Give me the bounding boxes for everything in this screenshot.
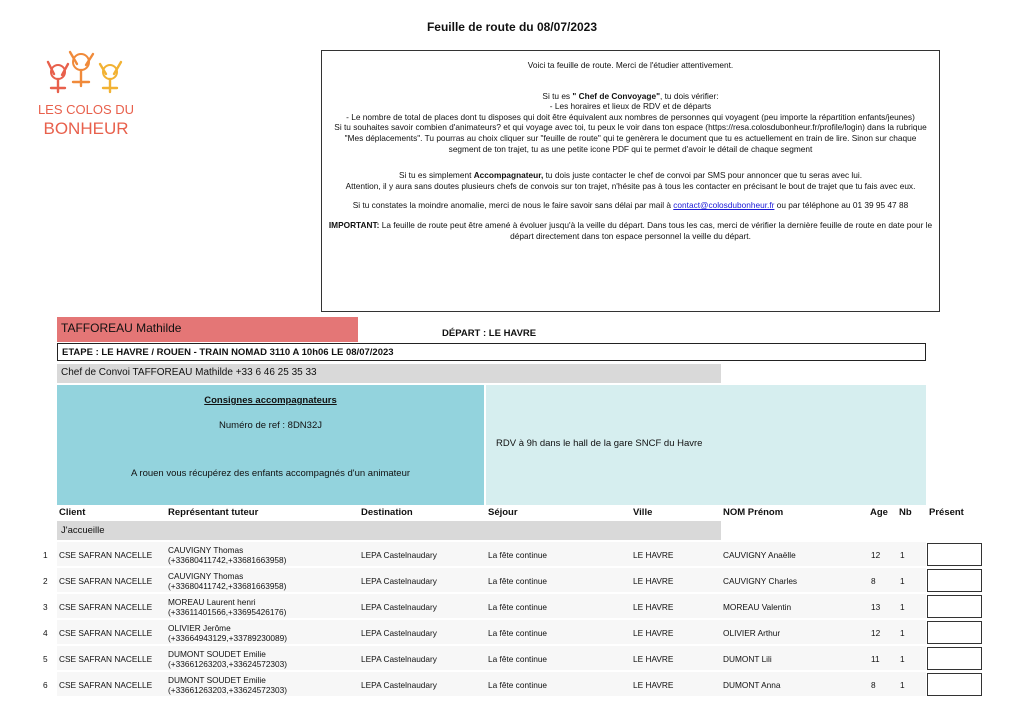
instructions-box [321,50,940,312]
ville-cell: LE HAVRE [633,550,674,560]
sejour-cell: La fête continue [488,550,548,560]
column-header: Présent [929,507,964,518]
etape-label: ETAPE : LE HAVRE / ROUEN - TRAIN NOMAD 3110 A 10h06 LE 08/07/2023 [57,343,926,361]
depart-label: DÉPART : LE HAVRE [442,328,537,339]
nom-cell: DUMONT Lili [723,654,772,664]
ville-cell: LE HAVRE [633,602,674,612]
important-text: IMPORTANT: La feuille de route peut être amené à évoluer jusqu'à la veille du départ. Dans tous les cas, merci de vérifier la dernière feuille de route en date pour le départ directement dans ton espace personnel la veille du départ. [328,219,933,241]
table-row [0,542,1024,568]
tuteur-cell: CAUVIGNY Thomas (+33680411742,+33681663958) [168,545,287,565]
nom-cell: CAUVIGNY Charles [723,576,798,586]
client-cell: CSE SAFRAN NACELLE [59,654,153,664]
column-header: Destination [361,507,413,518]
client-cell: CSE SAFRAN NACELLE [59,576,153,586]
client-cell: CSE SAFRAN NACELLE [59,680,153,690]
present-checkbox[interactable] [927,543,982,566]
client-cell: CSE SAFRAN NACELLE [59,602,153,612]
tuteur-cell: DUMONT SOUDET Emilie (+33661263203,+33624572303) [168,675,288,695]
column-header: NOM Prénom [723,507,784,518]
nb-cell: 1 [900,602,905,612]
anomaly-text: Si tu constates la moindre anomalie, merci de nous le faire savoir sans délai par mail à contact@colosdubonheur.fr ou par téléphone au 01 39 95 47 88 [352,200,909,211]
age-cell: 8 [871,680,876,690]
column-header: Ville [633,507,653,518]
table-row [0,620,1024,646]
tuteur-cell: DUMONT SOUDET Emilie (+33661263203,+33624572303) [168,649,288,669]
row-number: 2 [43,576,48,586]
howmany-text: Si tu souhaites savoir combien d'animateurs? et qui voyage avec toi, tu peux le voir dans ton espace (https://resa.colosdubonheur.fr/profile/login) dans la rubrique "Mes déplacements". Tu pourras au choix cliquer sur "feuille de route" qui te genèrera le document que tu es actuellement en train de lire. Sinon sur chaque segment de ton trajet, tu as une petite icone PDF qui te permet d'avoir le détail de chaque segment [334,122,927,154]
column-header: Client [59,507,86,518]
ville-cell: LE HAVRE [633,654,674,664]
table-row [0,594,1024,620]
row-number: 4 [43,628,48,638]
attention-text: Attention, il y aura sans doutes plusieurs chefs de convois sur ton trajet, n'hésite pas à tous les contacter en précisant le bout de trajet que tu fais avec eux. [345,180,916,191]
check-item: - Les horaires et lieux de RDV et de départs [549,101,712,112]
ville-cell: LE HAVRE [633,576,674,586]
ville-cell: LE HAVRE [633,680,674,690]
chef-convoi-bar: Chef de Convoi TAFFOREAU Mathilde +33 6 46 25 35 33 [57,364,721,383]
destination-cell: LEPA Castelnaudary [361,602,437,612]
row-number: 5 [43,654,48,664]
nom-cell: MOREAU Valentin [723,602,792,612]
page-title: Feuille de route du 08/07/2023 [426,20,598,34]
group-label: J'accueille [57,521,721,540]
present-checkbox[interactable] [927,621,982,644]
table-row [0,646,1024,672]
check-item: - Le nombre de total de places dont tu disposes qui doit être équivalent aux nombres de personnes qui voyagent (peu importe la répartition enfants/jeunes) [346,111,915,122]
children-logo-icon [36,48,136,144]
nb-cell: 1 [900,628,905,638]
logo-text-top: LES COLOS DU [37,102,135,117]
rdv-panel [486,385,926,505]
logo-text-bottom: BONHEUR [43,119,129,138]
sejour-cell: La fête continue [488,576,548,586]
row-number: 6 [43,680,48,690]
row-number: 1 [43,550,48,560]
sejour-cell: La fête continue [488,628,548,638]
table-row [0,568,1024,594]
table-row [0,672,1024,698]
rdv-text: RDV à 9h dans le hall de la gare SNCF du Havre [496,438,703,449]
sejour-cell: La fête continue [488,602,548,612]
sejour-cell: La fête continue [488,680,548,690]
row-number: 3 [43,602,48,612]
tuteur-cell: MOREAU Laurent henri (+33611401566,+33695426176) [168,597,287,617]
tuteur-cell: OLIVIER Jerôme (+33664943129,+33789230089) [168,623,288,643]
destination-cell: LEPA Castelnaudary [361,680,437,690]
column-header: Nb [899,507,912,518]
nb-cell: 1 [900,550,905,560]
column-header: Age [870,507,888,518]
age-cell: 13 [871,602,881,612]
chef-convoyage-text: Si tu es " Chef de Convoyage", tu dois vérifier: [542,90,719,101]
destination-cell: LEPA Castelnaudary [361,628,437,638]
ville-cell: LE HAVRE [633,628,674,638]
client-cell: CSE SAFRAN NACELLE [59,628,153,638]
present-checkbox[interactable] [927,647,982,670]
ref-number: Numéro de ref : 8DN32J [219,420,322,431]
present-checkbox[interactable] [927,595,982,618]
intro-text: Voici ta feuille de route. Merci de l'étudier attentivement. [527,60,734,70]
nom-cell: CAUVIGNY Anaëlle [723,550,796,560]
contact-email-link[interactable]: contact@colosdubonheur.fr [673,200,775,211]
age-cell: 11 [871,654,880,664]
age-cell: 12 [871,550,881,560]
consignes-note: A rouen vous récupérez des enfants accompagnés d'un animateur [130,468,411,479]
nb-cell: 1 [900,654,905,664]
tuteur-cell: CAUVIGNY Thomas (+33680411742,+33681663958) [168,571,287,591]
traveler-name: TAFFOREAU Mathilde [57,317,358,342]
client-cell: CSE SAFRAN NACELLE [59,550,153,560]
consignes-panel [57,385,484,505]
consignes-heading: Consignes accompagnateurs [204,395,337,406]
column-header: Séjour [488,507,518,518]
nb-cell: 1 [900,576,905,586]
nom-cell: DUMONT Anna [723,680,781,690]
destination-cell: LEPA Castelnaudary [361,576,437,586]
age-cell: 8 [871,576,876,586]
destination-cell: LEPA Castelnaudary [361,654,437,664]
nb-cell: 1 [900,680,905,690]
present-checkbox[interactable] [927,569,982,592]
nom-cell: OLIVIER Arthur [723,628,781,638]
column-header: Représentant tuteur [168,507,259,518]
present-checkbox[interactable] [927,673,982,696]
destination-cell: LEPA Castelnaudary [361,550,437,560]
age-cell: 12 [871,628,881,638]
colos-du-bonheur-logo [36,48,136,144]
accompagnateur-text: Si tu es simplement Accompagnateur, tu dois juste contacter le chef de convoi par SMS pour annoncer que tu seras avec lui. [398,170,863,181]
sejour-cell: La fête continue [488,654,548,664]
